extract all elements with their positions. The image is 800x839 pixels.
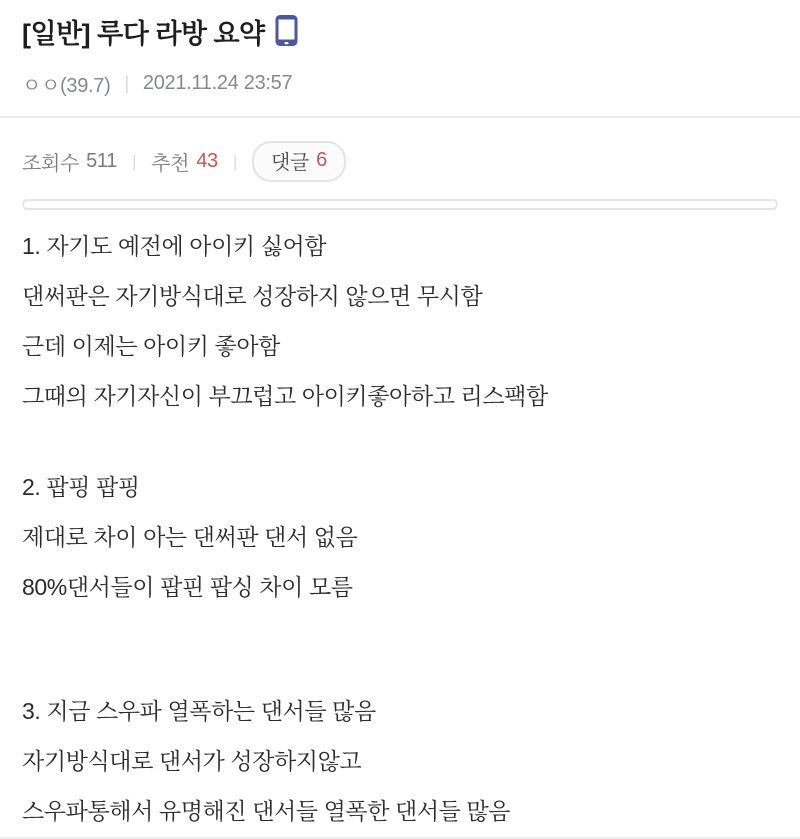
view-count bbox=[22, 147, 117, 176]
comments-badge-label: 댓글 bbox=[271, 152, 310, 174]
body-paragraph bbox=[22, 462, 778, 612]
post-body bbox=[0, 210, 800, 836]
post-title bbox=[22, 12, 778, 56]
body-line: 자기방식대로 댄서가 성장하지않고 bbox=[22, 748, 362, 774]
view-count-value: 511 bbox=[86, 150, 118, 172]
post-meta-row bbox=[22, 69, 778, 98]
body-line: 그때의 자기자신이 부끄럽고 아이키좋아하고 리스팩함 bbox=[22, 383, 548, 409]
body-line: 제대로 차이 아는 댄써판 댄서 없음 bbox=[22, 524, 358, 550]
body-line: 근데 이제는 아이키 좋아함 bbox=[22, 333, 280, 359]
view-count-label: 조회수 bbox=[22, 153, 80, 175]
stats-separator: | bbox=[132, 151, 137, 171]
stats-row bbox=[0, 141, 800, 182]
body-line: 스우파통해서 유명해진 댄서들 열폭한 댄서들 많음 bbox=[22, 798, 511, 824]
post-date: 2021.11.24 23:57 bbox=[142, 72, 293, 94]
mobile-phone-icon bbox=[274, 14, 299, 56]
post-title-text: [일반] 루다 라방 요약 bbox=[22, 19, 265, 49]
meta-separator: | bbox=[124, 73, 129, 93]
like-count-label: 추천 bbox=[151, 153, 190, 175]
body-paragraph bbox=[22, 686, 778, 836]
stats-separator: | bbox=[232, 151, 238, 171]
header-divider bbox=[0, 116, 800, 118]
like-count bbox=[151, 147, 218, 176]
body-line: 2. 팝핑 팝핑 bbox=[22, 474, 140, 500]
body-line: 80%댄서들이 팝핀 팝싱 차이 모름 bbox=[22, 574, 353, 600]
comments-badge-count: 6 bbox=[316, 149, 327, 171]
body-line: 1. 자기도 예전에 아이키 싫어함 bbox=[22, 233, 327, 259]
body-line: 댄써판은 자기방식대로 성장하지 않으면 무시함 bbox=[22, 283, 483, 309]
like-count-value: 43 bbox=[196, 150, 218, 172]
comments-badge[interactable] bbox=[252, 141, 346, 182]
body-paragraph bbox=[22, 221, 778, 421]
content-top-divider bbox=[22, 199, 778, 210]
author-name[interactable]: ㅇㅇ(39.7) bbox=[22, 75, 111, 97]
body-line: 3. 지금 스우파 열폭하는 댄서들 많음 bbox=[22, 698, 376, 724]
post-header bbox=[0, 0, 800, 98]
